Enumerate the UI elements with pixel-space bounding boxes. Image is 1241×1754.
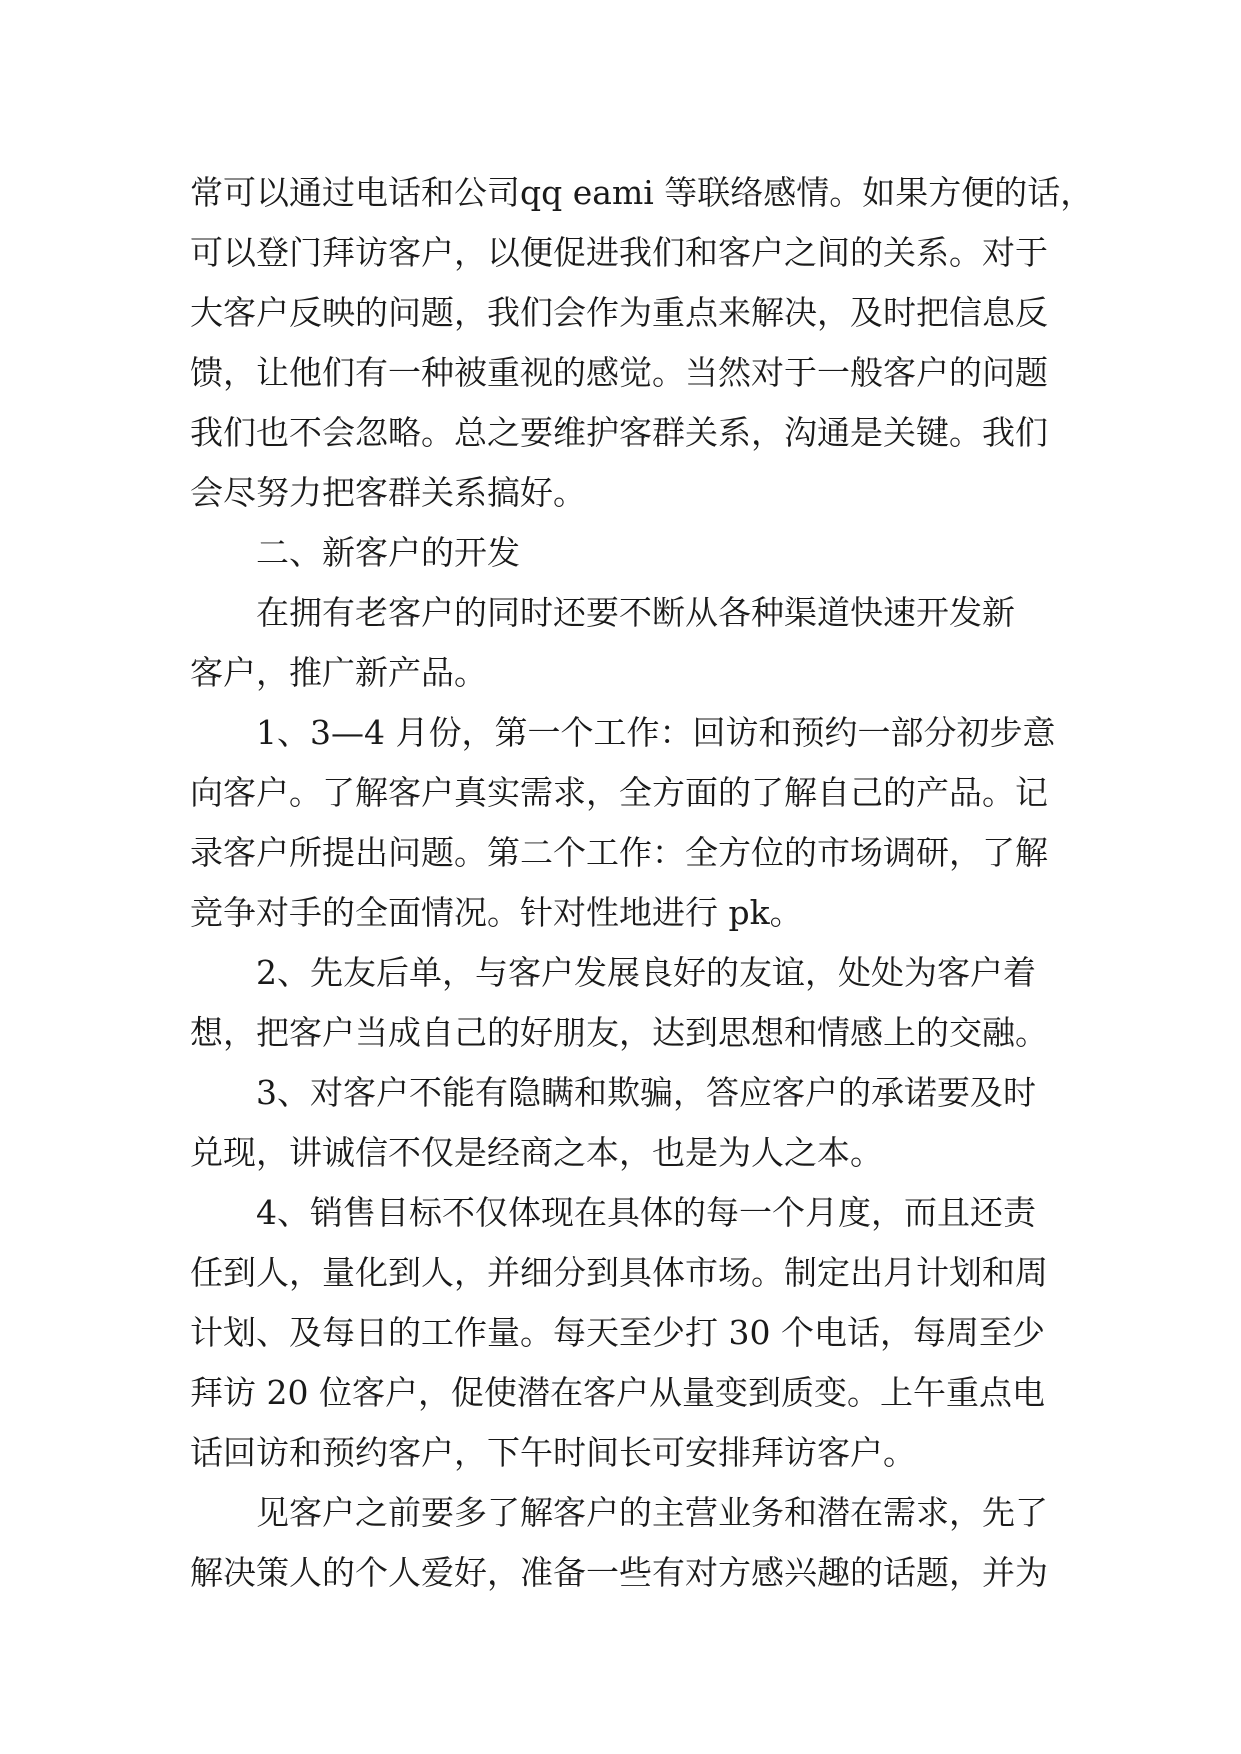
text-line: 馈，让他们有一种被重视的感觉。当然对于一般客户的问题 [190, 353, 1048, 392]
text-line: 大客户反映的问题，我们会作为重点来解决，及时把信息反 [190, 293, 1048, 332]
text-line: 话回访和预约客户，下午时间长可安排拜访客户。 [190, 1433, 916, 1472]
text-line: 4、销售目标不仅体现在具体的每一个月度，而且还责 [256, 1193, 1036, 1232]
text-line: 任到人，量化到人，并细分到具体市场。制定出月计划和周 [190, 1253, 1048, 1292]
text-line: 会尽努力把客群关系搞好。 [190, 473, 586, 512]
text-line: 在拥有老客户的同时还要不断从各种渠道快速开发新 [256, 593, 1015, 632]
text-line: 向客户。了解客户真实需求，全方面的了解自己的产品。记 [190, 773, 1048, 812]
text-line: 3、对客户不能有隐瞒和欺骗，答应客户的承诺要及时 [256, 1073, 1036, 1112]
text-line: 我们也不会忽略。总之要维护客群关系，沟通是关键。我们 [190, 413, 1048, 452]
text-line: 录客户所提出问题。第二个工作：全方位的市场调研，了解 [190, 833, 1048, 872]
text-line: 计划、及每日的工作量。每天至少打 30 个电话，每周至少 [190, 1313, 1045, 1352]
text-line: 常可以通过电话和公司qq eami 等联络感情。如果方便的话， [190, 173, 1094, 212]
text-line: 解决策人的个人爱好，准备一些有对方感兴趣的话题，并为 [190, 1553, 1048, 1592]
text-line: 2、先友后单，与客户发展良好的友谊，处处为客户着 [256, 953, 1036, 992]
text-line: 1、3—4 月份，第一个工作：回访和预约一部分初步意 [256, 713, 1056, 752]
document-body [190, 163, 1094, 1603]
text-line: 兑现，讲诚信不仅是经商之本，也是为人之本。 [190, 1133, 883, 1172]
text-line: 竞争对手的全面情况。针对性地进行 pk。 [190, 893, 803, 932]
text-line: 想，把客户当成自己的好朋友，达到思想和情感上的交融。 [190, 1013, 1048, 1052]
section-heading: 二、新客户的开发 [256, 533, 520, 572]
text-line: 拜访 20 位客户，促使潜在客户从量变到质变。上午重点电 [190, 1373, 1045, 1412]
text-line: 可以登门拜访客户，以便促进我们和客户之间的关系。对于 [190, 233, 1048, 272]
text-line: 客户，推广新产品。 [190, 653, 487, 692]
text-line: 见客户之前要多了解客户的主营业务和潜在需求，先了 [256, 1493, 1048, 1532]
